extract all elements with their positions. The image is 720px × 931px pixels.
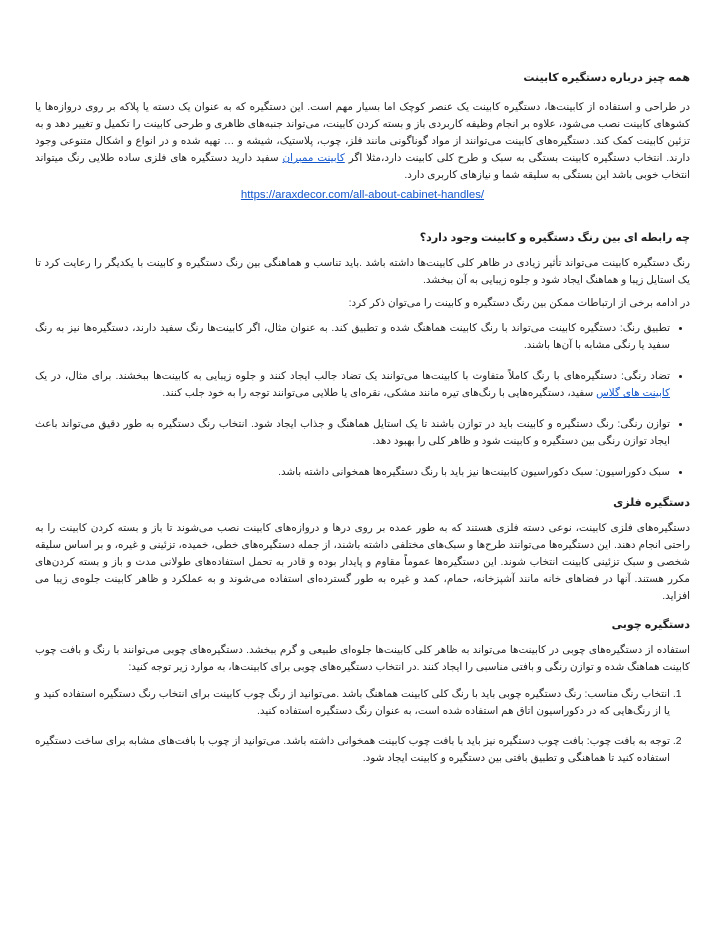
list-item: • توازن رنگی: رنگ دستگیره و کابینت باید در توازن باشند تا یک استایل هماهنگ و جذاب ایجاد شود. انتخاب رنگ دستگیره به طور دقیق می‌تواند باعث ایجاد توازن رنگی بین دستگیره و کابینت شود و ظاهر کلی را بهبود دهد.: [35, 416, 670, 450]
intro-paragraph: [35, 99, 690, 184]
document-title: همه چیز درباره دستگیره کابینت: [523, 72, 690, 84]
list-item: 2. توجه به بافت چوب: بافت چوب دستگیره نیز باید با بافت چوب کابینت همخوانی داشته باشد. می‌توانید از چوب با بافت‌های مشابه برای ساخت دستگیره استفاده کنید تا هماهنگی و تطبیق بافتی بین دستگیره و کابینت ایجاد شود.: [35, 733, 670, 767]
list-item: [35, 368, 670, 402]
list-item: • تطبیق رنگ: دستگیره کابینت می‌تواند با رنگ کابینت هماهنگ شده و تطبیق کند. به عنوان مثال، اگر کابینت‌ها رنگ سفید دارند، دستگیره‌ها نیز به رنگ سفید یا رنگی مشابه با آن‌ها باشند.: [35, 320, 670, 354]
source-url-link[interactable]: https://araxdecor.com/all-about-cabinet-handles/: [240, 189, 485, 201]
metal-section-paragraph: دستگیره‌های فلزی کابینت، نوعی دسته فلزی هستند که به طور عمده بر روی درها و دروازه‌های کابینت نصب می‌شوند تا باز و بسته کردن کابینت را به راحتی انجام دهند. این دستگیره‌ها می‌توانند طرح‌ها و سبک‌های مختلفی داشته باشند، از جمله دستگیره‌های خطی، خمیده، تزئینی و غیره، و بر اساس سلیقه شخصی و سبک تزئینی کابینت انتخاب شوند. این دستگیره‌ها عموماً مقاوم و پایدار بوده و قادر به تحمل استفاده‌های طولانی مدت و باز و بسته کردن‌های مکرر هستند. آنها در فضاهای خانه مانند آشپزخانه، حمام، کمد و غیره به طور گسترده‌ای استفاده می‌شوند و به عملکرد و ظاهر کابینت جلوه‌ی زیبا می افزاید.: [35, 523, 690, 602]
color-list-intro: در ادامه برخی از ارتباطات ممکن بین رنگ دستگیره و کابینت را می‌توان ذکر کرد:: [348, 298, 690, 309]
metal-section-heading: دستگیره فلزی: [613, 497, 690, 509]
intro-text-before-link: در طراحی و استفاده از کابینت‌ها، دستگیره کابینت یک عنصر کوچک اما بسیار مهم است. این دستگیره که به عنوان یک دسته یا پلاکه بر روی درواز‌ه‌ها یا کشوهای کابینت نصب می‌شود، علاوه بر انجام وظیفه کاربردی باز و بسته کردن کابینت، می‌تواند جنبه‌های ظاهری و طرحی کابینت را تکمیل و تغییر دهد و به تزئین کابینت کمک کند. دستگیره‌های کابینت می‌توانند از مواد گوناگونی مانند فلز، چوب، پلاستیک، شیشه و … تهیه شده و در انواع و اشکال متنوعی وجود دارند. انتخاب دستگیره کابینت بستگی به سبک و طرح کلی کابینت دارد،مثلا اگر: [35, 102, 690, 164]
wood-section-paragraph: استفاده از دستگیره‌های چوبی در کابینت‌ها می‌تواند به ظاهر کلی کابینت‌ها جلوه‌ای طبیعی و گرم ببخشد. دستگیره‌های چوبی می‌توانند با رنگ و بافت چوب کابینت هماهنگ شده و توازن رنگی و بافتی مناسبی را ایجاد کنند .در انتخاب دستگیره‌های چوبی برای کابینت‌ها، به موارد زیر توجه کنید:: [35, 645, 690, 673]
wood-section-heading: دستگیره چوبی: [611, 619, 690, 631]
membrane-cabinet-link[interactable]: کابینت ممبران: [282, 153, 345, 164]
color-section-heading: چه رابطه ای بین رنگ دستگیره و کابینت وجود دارد؟: [419, 232, 690, 244]
bullet-text-before-link: تضاد رنگی: دستگیره‌های با رنگ کاملاً متفاوت با کابینت‌ها می‌توانند یک تضاد جالب ایجاد کنند و جلوه زیبایی به کابینت‌ها ببخشند. برای مثال، در یک: [35, 371, 670, 382]
list-item: 1. انتخاب رنگ مناسب: رنگ دستگیره چوبی باید با رنگ کلی کابینت هماهنگ باشد .می‌توانید از رنگ چوب کابینت برای انتخاب رنگ دستگیره استفاده کنید و یا از رنگ‌هایی که در دکوراسیون اتاق هم استفاده شده است، به عنوان رنگ دستگیره استفاده کنید.: [35, 686, 670, 720]
color-bullet-list: [35, 320, 690, 481]
wood-numbered-list: [35, 686, 690, 767]
color-section-paragraph: رنگ دستگیره کابینت می‌تواند تأثیر زیادی در ظاهر کلی کابینت‌ها داشته باشد .باید تناسب و هماهنگی بین رنگ دستگیره و کابینت با یکدیگر را رعایت کرد تا یک استایل زیبا و هماهنگ ایجاد شود و جلوه زیبایی به آن ببخشد.: [35, 258, 690, 286]
glass-cabinet-link[interactable]: کابینت های گلاس: [596, 388, 670, 399]
bullet-text-after-link: سفید، دستگیره‌هایی با رنگ‌های تیره مانند مشکی، نقره‌ای یا طلایی می‌توانند توجه را به خود جلب کنند.: [162, 388, 597, 399]
intro-text-after-link: سفید دارید دستگیره های فلزی ساده طلایی رنگ میتواند انتخاب خوبی باشد این بستگی به سلیقه شما و نیازهای کاربری دارد.: [35, 153, 690, 181]
list-item: • سبک دکوراسیون: سبک دکوراسیون کابینت‌ها نیز باید با رنگ دستگیره‌ها همخوانی داشته باشد.: [35, 464, 670, 481]
